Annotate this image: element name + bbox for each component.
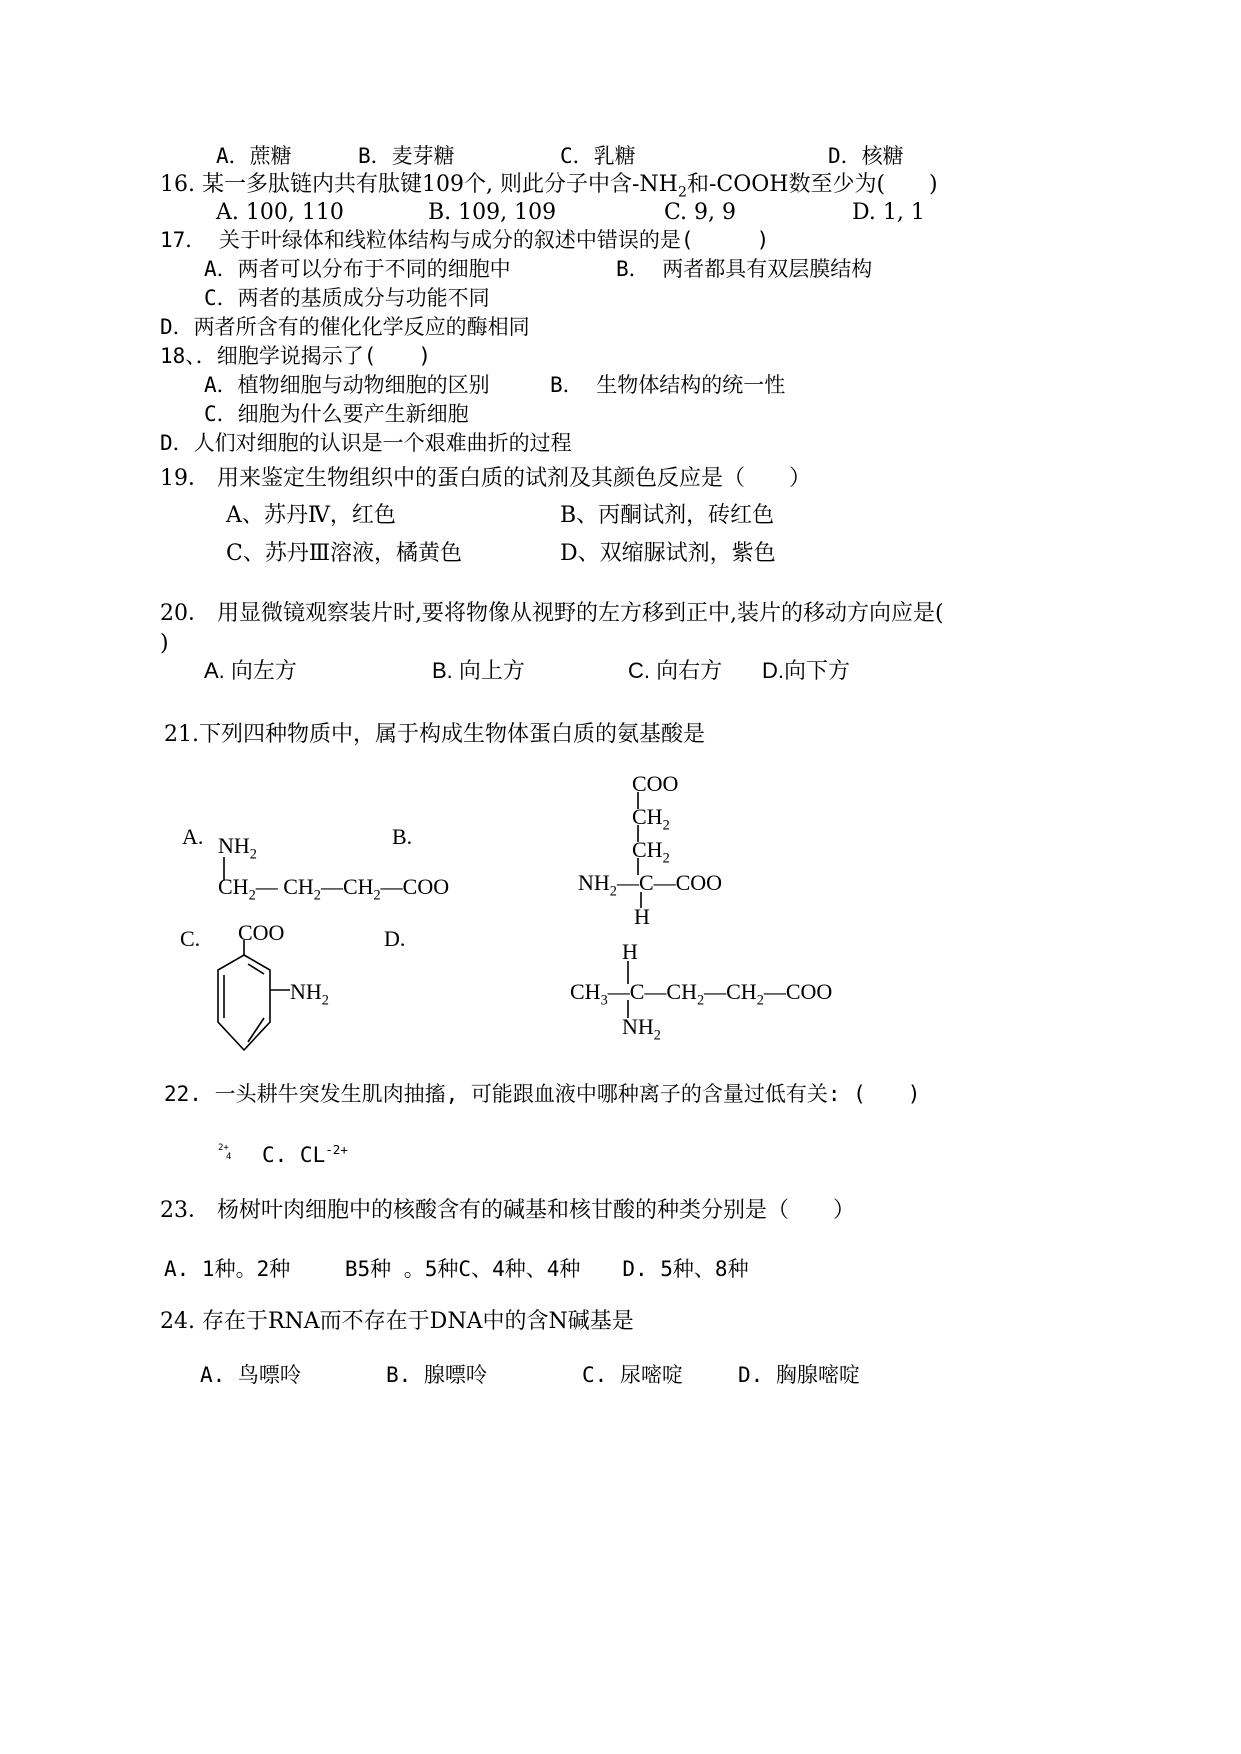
q21-stem: 21.下列四种物质中，属于构成生物体蛋白质的氨基酸是	[164, 722, 705, 747]
q23-options: A. 1种。2种 B5种 。5种C、4种、4种 D. 5种、8种	[164, 1257, 749, 1281]
q16-option-d: D. 1, 1	[852, 200, 925, 225]
q16-option-c: C. 9, 9	[664, 200, 737, 225]
q21-a-nh2: $NH_2$	[218, 833, 257, 863]
q21-b-h: H	[634, 904, 650, 929]
q20-option-c: C. 向右方	[628, 658, 723, 683]
q22-stem: 22. 一头耕牛突发生肌肉抽搐, 可能跟血液中哪种离子的含量过低有关: ( )	[164, 1082, 921, 1106]
q21-d-h: H	[622, 939, 638, 964]
q19-option-d: D、双缩脲试剂，紫色	[560, 541, 776, 566]
q17-option-a: A．两者可以分布于不同的细胞中	[204, 257, 511, 281]
q22-garbled-a: 2+	[218, 1143, 229, 1153]
q20-option-a: A. 向左方	[204, 658, 297, 683]
q21-b-ch-2: $CH_2$	[632, 837, 670, 867]
q17-option-d: D．两者所含有的催化化学反应的酶相同	[160, 315, 530, 339]
q22-option-c: C. $CL^{-2+}$	[262, 1142, 348, 1167]
q21-label-d: D.	[384, 926, 406, 951]
q24-option-d: D. 胸腺嘧啶	[738, 1363, 860, 1387]
q15-option-b: B．麦芽糖	[358, 144, 455, 168]
q21-b-center: $NH_2—C—COO$	[578, 870, 723, 900]
q20-stem-end: )	[160, 631, 169, 656]
q20-stem: 20． 用显微镜观察装片时,要将物像从视野的左方移到正中,装片的移动方向应是(	[160, 601, 944, 626]
q16-option-b: B. 109, 109	[428, 200, 557, 225]
q21-c-benzene-ring	[218, 955, 270, 1050]
q21-label-a: A.	[182, 824, 204, 849]
q16-stem: 16. 某一多肽链内共有肽键109个, 则此分子中含$-NH_2$和-COOH数至少为( )	[160, 172, 938, 201]
q24-option-a: A. 鸟嘌呤	[200, 1363, 301, 1387]
q21-c-coo: COO	[238, 920, 285, 945]
q21-c-double-bond-1	[248, 964, 264, 974]
q18-option-b: B． 生物体结构的统一性	[550, 373, 786, 397]
q18-option-d: D．人们对细胞的认识是一个艰难曲折的过程	[160, 431, 572, 455]
q15-option-d: D．核糖	[828, 144, 904, 168]
q24-stem: 24. 存在于RNA而不存在于DNA中的含N碱基是	[160, 1309, 634, 1334]
q17-option-b: B． 两者都具有双层膜结构	[616, 257, 873, 281]
q17-stem: 17． 关于叶绿体和线粒体结构与成分的叙述中错误的是( )	[160, 228, 770, 252]
q17-option-c: C．两者的基质成分与功能不同	[204, 286, 490, 310]
q24-option-b: B. 腺嘌呤	[386, 1363, 487, 1387]
q24-option-c: C. 尿嘧啶	[582, 1363, 683, 1387]
q15-option-a: A．蔗糖	[216, 144, 292, 168]
q21-d-chain: $CH_3—C—CH_2—CH_2—COO$	[570, 979, 833, 1009]
q19-stem: 19． 用来鉴定生物组织中的蛋白质的试剂及其颜色反应是（ ）	[160, 466, 811, 491]
q18-option-a: A．植物细胞与动物细胞的区别	[204, 373, 490, 397]
q21-label-c: C.	[180, 926, 201, 951]
q16-option-a: A. 100, 110	[216, 200, 344, 225]
q20-option-d: D.向下方	[762, 658, 851, 683]
q21-b-top-coo: COO	[632, 771, 679, 796]
q15-option-c: C．乳糖	[560, 144, 636, 168]
q20-option-b: B. 向上方	[432, 658, 525, 683]
q18-option-c: C．细胞为什么要产生新细胞	[204, 402, 469, 426]
q19-option-c: C、苏丹Ⅲ溶液，橘黄色	[226, 541, 463, 566]
q22-garbled-b: 4	[226, 1152, 232, 1162]
q21-a-chain: $CH_2—$ $CH_2—CH_2—COO$	[218, 874, 450, 904]
q23-stem: 23． 杨树叶肉细胞中的核酸含有的碱基和核甘酸的种类分别是（ ）	[160, 1198, 855, 1223]
q21-label-b: B.	[392, 824, 413, 849]
q19-option-a: A、苏丹Ⅳ，红色	[226, 503, 396, 528]
q21-c-nh2: $NH_2$	[290, 979, 329, 1009]
q21-c-double-bond-2	[248, 1018, 264, 1042]
q19-option-b: B、丙酮试剂，砖红色	[560, 503, 775, 528]
q21-b-ch-1: $CH_2$	[632, 804, 670, 834]
q18-stem: 18、．细胞学说揭示了( )	[160, 344, 432, 368]
q21-d-nh2: $NH_2$	[622, 1014, 661, 1044]
